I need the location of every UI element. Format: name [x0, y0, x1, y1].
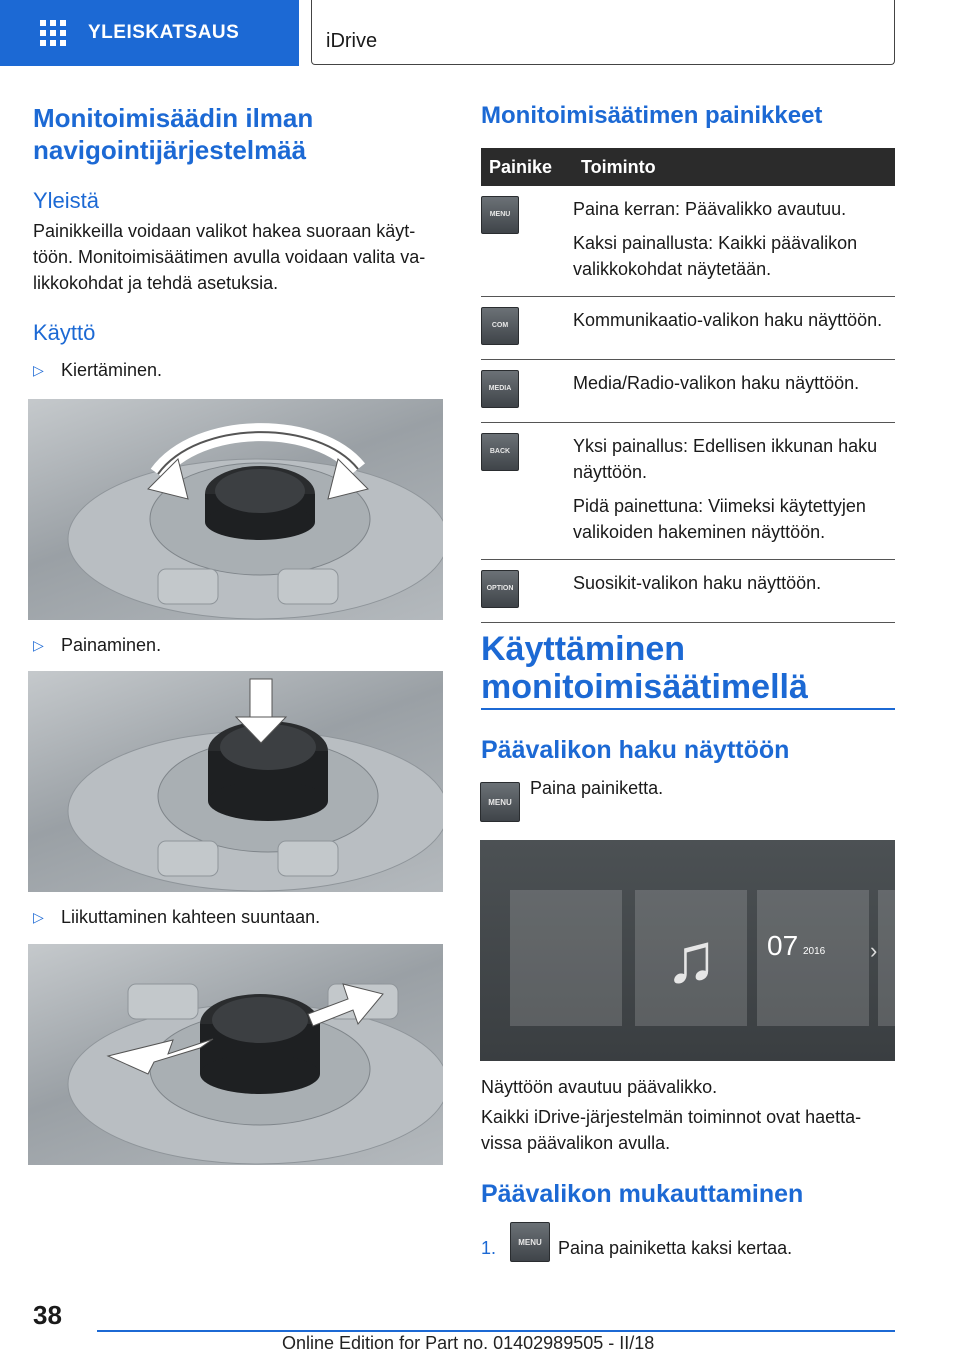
table-row — [481, 560, 895, 623]
chevron-right-icon: › — [870, 938, 878, 963]
menu-card-media — [635, 890, 747, 1026]
menu-card-partial — [878, 890, 895, 1026]
back-key-icon: BACK — [481, 433, 519, 471]
footer-rule — [97, 1330, 895, 1332]
chapter-label: iDrive — [326, 30, 378, 52]
section-title: Monitoimisäädin ilman navigointijärjestelmää — [33, 103, 314, 165]
action-item-rotate — [33, 357, 162, 383]
title-rule — [481, 708, 895, 710]
left-column — [33, 102, 443, 346]
table-cell-text: Pidä painettuna: Viimeksi käytettyjen valikoiden hakeminen näyttöön. — [573, 496, 866, 542]
table-header-function: Toiminto — [573, 148, 895, 186]
action-label: Kiertäminen. — [61, 360, 163, 380]
table-row — [481, 360, 895, 423]
page-header — [0, 0, 960, 66]
menu-key-icon: MENU — [480, 782, 520, 822]
table-header-button: Painike — [481, 148, 573, 186]
use-heading: Käyttö — [33, 320, 96, 345]
section-label: YLEISKATSAUS — [88, 22, 240, 43]
table-cell-text: Kaksi painallusta: Kaikki päävalikon valikkokohdat näytetään. — [573, 233, 858, 279]
controller-press-illustration — [28, 671, 443, 892]
edition-text: Online Edition for Part no. 01402989505 - II/18 — [282, 1333, 655, 1353]
right-column — [481, 102, 895, 623]
com-key-icon: COM — [481, 307, 519, 345]
triangle-bullet-icon: ▷ — [33, 637, 44, 653]
controller-press-image — [28, 671, 443, 892]
table-row — [481, 423, 895, 560]
table-cell-text: Yksi painallus: Edellisen ikkunan haku näyttöön. — [573, 436, 878, 482]
page-number: 38 — [33, 1300, 62, 1330]
buttons-heading: Monitoimisäätimen painikkeet — [481, 102, 823, 129]
table-row — [481, 186, 895, 297]
controller-rotate-image — [28, 399, 443, 620]
menu-key-icon: MENU — [510, 1222, 550, 1262]
controller-move-illustration — [28, 944, 443, 1165]
menu-card-calendar — [757, 890, 869, 1026]
date-day: 07 — [767, 930, 799, 961]
general-text: Painikkeilla voidaan valikot hakea suoraan käyttöön. Monitoimisäätimen avulla voidaan valita valikkokohdat ja tehdä asetuksia. — [33, 221, 426, 293]
action-item-press — [33, 632, 161, 658]
after-text-2: Kaikki iDrive-järjestelmän toiminnot ovat haettavissa päävalikon avulla. — [481, 1107, 862, 1153]
controller-rotate-illustration — [28, 399, 443, 620]
customize-heading: Päävalikon mukauttaminen — [481, 1180, 804, 1208]
table-cell-text: Media/Radio-valikon haku näyttöön. — [573, 373, 860, 393]
action-label: Liikuttaminen kahteen suuntaan. — [61, 907, 321, 927]
music-note-icon: ♫ — [664, 919, 718, 997]
triangle-bullet-icon: ▷ — [33, 909, 44, 925]
section-tab[interactable] — [0, 0, 299, 66]
step-number: 1. — [481, 1238, 497, 1258]
step-text: Paina painiketta kaksi kertaa. — [558, 1238, 793, 1258]
menu-card-vehicle — [510, 890, 622, 1026]
table-cell-text: Kommunikaatio-valikon haku näyttöön. — [573, 310, 883, 330]
main-menu-heading: Päävalikon haku näyttöön — [481, 736, 790, 764]
option-key-icon: OPTION — [481, 570, 519, 608]
using-title: Käyttäminen monitoimisäätimellä — [481, 630, 808, 706]
buttons-table — [481, 148, 895, 623]
table-row — [481, 297, 895, 360]
controller-move-image — [28, 944, 443, 1165]
press-button-text: Paina painiketta. — [530, 778, 664, 798]
table-cell-text: Paina kerran: Päävalikko avautuu. — [573, 199, 847, 219]
after-text-1: Näyttöön avautuu päävalikko. — [481, 1077, 718, 1097]
triangle-bullet-icon: ▷ — [33, 362, 44, 378]
media-key-icon: MEDIA — [481, 370, 519, 408]
general-heading: Yleistä — [33, 188, 100, 213]
chapter-box — [311, 0, 895, 65]
main-menu-screenshot — [480, 840, 895, 1061]
grid-menu-icon — [40, 20, 66, 46]
table-cell-text: Suosikit-valikon haku näyttöön. — [573, 573, 822, 593]
action-label: Painaminen. — [61, 635, 162, 655]
menu-key-icon: MENU — [481, 196, 519, 234]
action-item-move — [33, 904, 320, 930]
date-year: 2016 — [803, 946, 826, 957]
table-header-row — [481, 148, 895, 186]
